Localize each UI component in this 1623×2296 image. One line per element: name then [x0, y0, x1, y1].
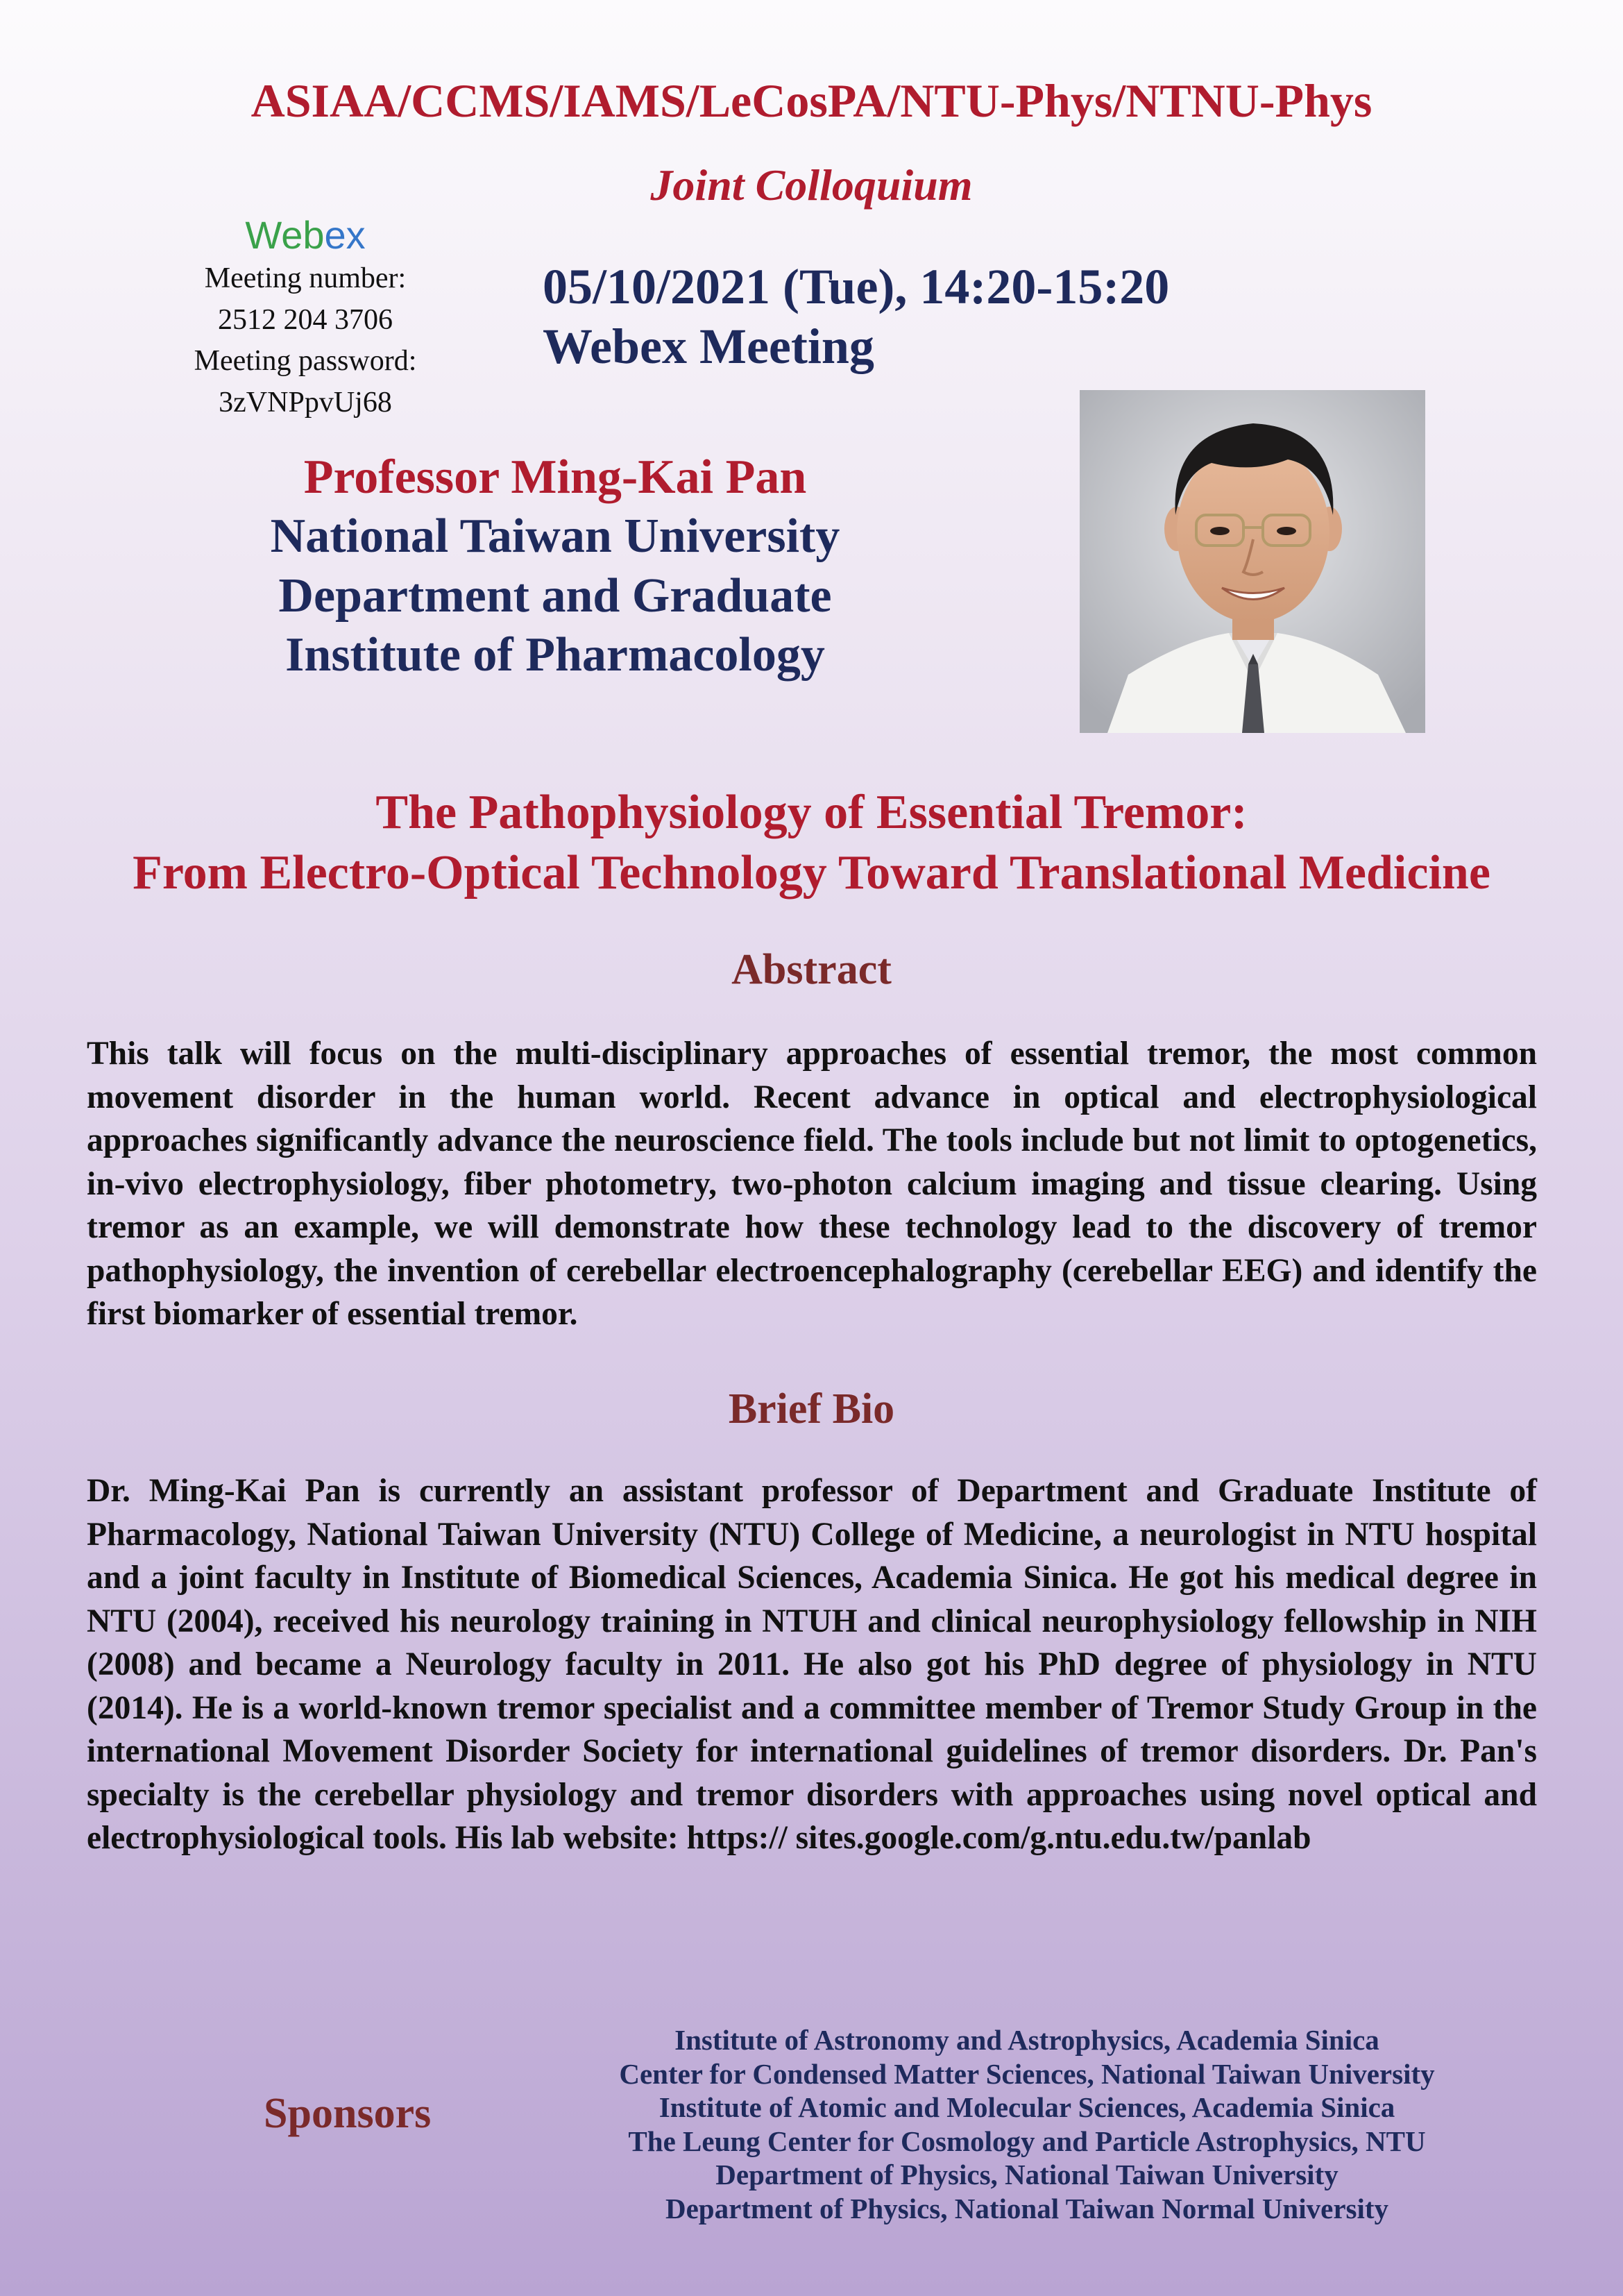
speaker-name: Professor Ming-Kai Pan	[303, 450, 807, 504]
talk-title	[0, 783, 1623, 904]
meeting-number: 2512 204 3706	[218, 303, 393, 336]
sponsor-item: Center for Condensed Matter Sciences, National Taiwan University	[619, 2057, 1435, 2090]
speaker-block	[173, 448, 937, 685]
sponsor-item: Department of Physics, National Taiwan Normal University	[665, 2192, 1389, 2225]
sponsor-list	[541, 2023, 1513, 2225]
bio-heading: Brief Bio	[728, 1385, 895, 1433]
webex-logo-blue: ex	[324, 213, 366, 257]
sponsors-label: Sponsors	[264, 2090, 432, 2137]
speaker-affiliation-2: Department and Graduate	[278, 568, 832, 623]
meeting-password: 3zVNPpvUj68	[219, 387, 392, 419]
sponsor-item: Institute of Atomic and Molecular Sciences, Academia Sinica	[658, 2091, 1395, 2123]
talk-title-line-2: From Electro-Optical Technology Toward Translational Medicine	[133, 845, 1490, 900]
webex-logo-green: Web	[245, 213, 325, 257]
event-datetime: 05/10/2021 (Tue), 14:20-15:20	[543, 259, 1170, 314]
speaker-affiliation-1: National Taiwan University	[270, 509, 840, 564]
speaker-affiliation-3: Institute of Pharmacology	[285, 628, 825, 682]
event-type: Joint Colloquium	[650, 160, 973, 210]
abstract-text: This talk will focus on the multi-disciplinary approaches of essential tremor, the most common movement disorder in the human world. Recent advance in optical and electrophysiological approaches significantly advance the neuroscience field. The tools include but not limit to optogenetics, in-vivo electrophysiology, fiber photometry, two-photon calcium imaging and tissue clearing. Using tremor as an example, we will demonstrate how these technology lead to the discovery of tremor pathophysiology, the invention of cerebellar electroencephalography (cerebellar EEG) and identify the first biomarker of essential tremor.	[87, 1036, 1537, 1332]
webex-info	[167, 212, 444, 424]
speaker-portrait-illustration	[1080, 390, 1425, 733]
sponsor-item: Department of Physics, National Taiwan University	[715, 2159, 1339, 2191]
header-organizations: ASIAA/CCMS/IAMS/LeCosPA/NTU-Phys/NTNU-Phys	[250, 74, 1373, 127]
sponsor-item: The Leung Center for Cosmology and Particle Astrophysics, NTU	[628, 2125, 1426, 2157]
schedule	[543, 257, 1169, 377]
talk-title-line-1: The Pathophysiology of Essential Tremor:	[375, 786, 1248, 839]
abstract-heading: Abstract	[731, 946, 892, 993]
speaker-photo	[1080, 390, 1425, 733]
meeting-number-label: Meeting number:	[204, 262, 407, 295]
sponsor-item: Institute of Astronomy and Astrophysics, Academia Sinica	[674, 2024, 1379, 2056]
bio-text: Dr. Ming-Kai Pan is currently an assistant professor of Department and Graduate Institute of Pharmacology, National Taiwan University (NTU) College of Medicine, a neurologist in NTU hospital and a joint faculty in Institute of Biomedical Sciences, Academia Sinica. He got his medical degree in NTU (2004), received his neurology training in NTUH and clinical neurophysiology fellowship in NIH (2008) and became a Neurology faculty in 2011. He also got his PhD degree of physiology in NTU (2014). He is a world-known tremor specialist and a committee member of Tremor Study Group in the international Movement Disorder Society for international guidelines of tremor disorders. Dr. Pan's specialty is the cerebellar physiology and tremor disorders with approaches using novel optical and electrophysiological tools. His lab website: https:// sites.google.com/g.ntu.edu.tw/panlab	[87, 1473, 1537, 1856]
event-venue: Webex Meeting	[543, 319, 874, 375]
webex-logo	[167, 212, 444, 258]
meeting-password-label: Meeting password:	[194, 345, 417, 378]
